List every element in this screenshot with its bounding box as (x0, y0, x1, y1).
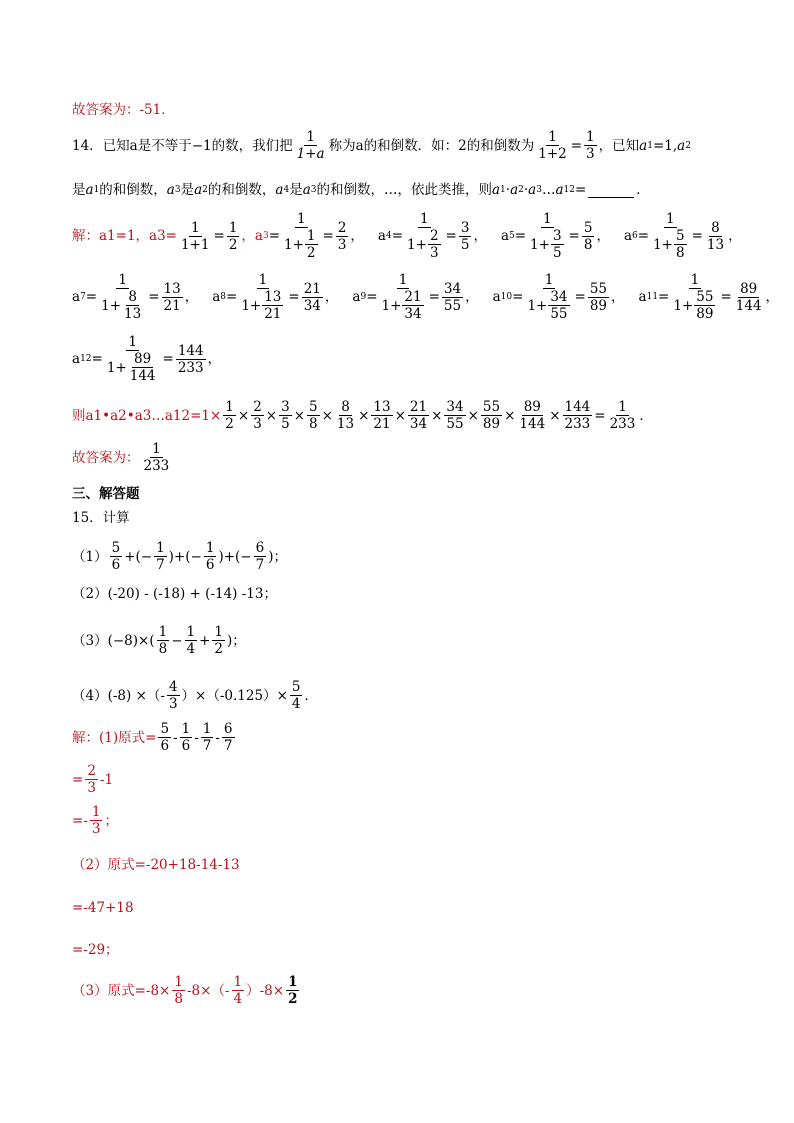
fraction: $\frac{1}{7}$ (156, 540, 165, 574)
fraction: $\frac{13}{21}$ (163, 280, 181, 314)
solution-15-line-6: =-29； (72, 942, 119, 958)
answer-13: 故答案为：-51． (72, 102, 175, 118)
fraction: $\frac{1}{4}$ (186, 624, 196, 658)
question-14-line-2: 是 a 1 的和倒数， a 3 是 a 2 的和倒数， a 4 是 a 3 的和倒数，…，依此类推，则 a 1 · a 2 · a 3 … a 12 = ． (72, 182, 650, 198)
solution-14-product: 则a1•a2•a3…a12=1× $\frac{1}{2}$ × $\frac{2}{3}$ × $\frac{3}{5}$ × $\frac{5}{8}$ × $\frac{8}{13}$ × $\frac{13}{21}$ × $\frac{21}{34}$ × $\frac{34}{55}$ × $\frac{55}{89}$ × $\frac{89}{144}$ × $\frac{144}{233}$ = $\frac{1}{233}$ ． (72, 399, 653, 433)
q14-text-2: 称为a的和倒数．如：2的和倒数为 (328, 137, 535, 154)
fraction: 1 1+ $\frac{55}{89}$ (673, 272, 714, 323)
line-tail: -1 (99, 771, 114, 788)
fraction: $\frac{1}{3}$ (586, 129, 595, 163)
fraction: $\frac{8}{13}$ (336, 399, 355, 433)
solution-label: 解：(1)原式= (72, 729, 157, 746)
fraction: $\frac{2}{3}$ (253, 399, 262, 433)
fraction: $\frac{1}{2}$ (225, 399, 234, 433)
question-15-part-4 (72, 680, 318, 711)
product-prefix: 则a1•a2•a3…a12=1× (72, 407, 222, 424)
solution-15-line-3 (72, 805, 118, 836)
fraction: 1 1+ $\frac{34}{55}$ (527, 272, 568, 323)
part-label: （1） (72, 548, 108, 565)
fraction: $\frac{5}{6}$ (160, 721, 170, 755)
fraction: 1 1+ $\frac{5}{8}$ (653, 211, 685, 262)
comma: ， (207, 351, 222, 368)
fraction: 1 1+ $\frac{89}{144}$ (106, 334, 156, 385)
fraction: $\frac{144}{233}$ (564, 399, 591, 433)
fraction: $\frac{3}{5}$ (281, 399, 290, 433)
solution-14-line-2: a 7 = 1 1+ $\frac{8}{13}$ = $\frac{13}{21}$ ， a 8 = 1 1+ $\frac{13}{21}$ = $\frac{21}{34}$ ， a 9 = 1 1+ $\frac{21}{34}$ = $\frac{34}{55}$ ， a 10 = 1 1+ $\frac{34}{55}$ = $\frac{55}{89}$ ， a 11 = 1 1+ $\frac{55}{89}$ = $\frac{89}{144}$ ， (72, 272, 780, 323)
fraction: $\frac{89}{144}$ (519, 399, 546, 433)
fraction: $\frac{1}{4}$ (233, 974, 243, 1008)
solution-14-line-3: a 12 = 1 1+ $\frac{89}{144}$ = $\frac{144}{233}$ ， (72, 334, 222, 385)
fraction: $\frac{1}{1+a}$ (296, 129, 325, 163)
solution-15-line-4: （2）原式=-20+18-14-13 (72, 857, 240, 873)
line-mid: -8×（- (186, 982, 230, 999)
fraction: $\frac{5}{4}$ (291, 679, 301, 713)
q14-text-5: 的和倒数， (99, 182, 167, 198)
q14-text-7: 的和倒数， (207, 182, 276, 198)
q14-text-3: ，已知 (598, 137, 640, 154)
question-15-part-1: （1） $\frac{5}{6}$ +(− $\frac{1}{7}$ )+(− $\frac{1}{6}$ )+(− $\frac{6}{7}$ ) ； (72, 540, 287, 574)
fraction: $\frac{89}{144}$ (735, 280, 762, 314)
answer-label: 故答案为： (72, 449, 140, 466)
fraction: $\frac{3}{5}$ (460, 219, 470, 253)
fraction: $\frac{1}{7}$ (202, 721, 212, 755)
fraction: 1 1+ $\frac{3}{5}$ (530, 211, 562, 262)
question-15-title: 15．计算 (72, 510, 130, 526)
solution-14-line-1: 解：a1=1，a3= $\frac{1}{1+1}$ = $\frac{1}{2}$ ， a 3 = 1 1+ $\frac{1}{2}$ = $\frac{2}{3}$ ， a 4 = 1 1+ $\frac{2}{3}$ = $\frac{3}{5}$ ， a 5 = 1 1+ $\frac{3}{5}$ = $\frac{5}{8}$ ， a 6 = 1 1+ $\frac{5}{8}$ = $\frac{8}{13}$ ， (72, 211, 742, 262)
line-label: =- (72, 812, 88, 829)
q14-text-8: 是 (289, 182, 303, 198)
solution-15-line-2: = $\frac{2}{3}$ -1 (72, 763, 114, 797)
fraction: 1 1+ $\frac{2}{3}$ (407, 211, 439, 262)
fraction: $\frac{2}{3}$ (87, 763, 96, 797)
q14-text-9: 的和倒数，…，依此类推，则 (316, 182, 492, 198)
solution-15-line-1: 解：(1)原式= $\frac{5}{6}$ - $\frac{1}{6}$ - $\frac{1}{7}$ - $\frac{6}{7}$ (72, 721, 233, 755)
fraction: $\frac{5}{8}$ (309, 399, 318, 433)
fraction: $\frac{13}{21}$ (373, 399, 391, 433)
fraction: $\frac{1}{2}$ (288, 974, 298, 1008)
fraction: $\frac{4}{3}$ (168, 679, 178, 713)
question-15-part-2: （2）(-20) - (-18) + (-14) -13； (72, 586, 277, 602)
solution-15-line-5: =-47+18 (72, 900, 134, 916)
fraction: $\frac{5}{8}$ (583, 219, 593, 253)
fraction: $\frac{1}{2}$ (214, 624, 224, 658)
fraction: $\frac{1}{8}$ (174, 974, 183, 1008)
line-end: ）-8× (246, 982, 285, 999)
fraction: $\frac{1}{2}$ (228, 219, 238, 253)
fraction: $\frac{21}{34}$ (409, 399, 428, 433)
part-mid: ）×（-0.125）× (181, 687, 288, 704)
section-heading: 三、解答题 (72, 486, 140, 502)
fraction: 1 1+ $\frac{8}{13}$ (101, 272, 142, 323)
answer-blank[interactable] (588, 183, 634, 198)
part-label: （4）(-8) ×（- (72, 687, 165, 704)
part-label: （3）(−8)×( (72, 632, 155, 649)
fraction: $\frac{1}{6}$ (205, 540, 215, 574)
fraction: $\frac{1}{233}$ (609, 399, 636, 433)
fraction: $\frac{34}{55}$ (446, 399, 464, 433)
q14-text-1: 已知a是不等于−1的数，我们把 (102, 137, 293, 154)
fraction: $\frac{34}{55}$ (443, 280, 462, 314)
fraction: $\frac{1}{8}$ (158, 624, 168, 658)
fraction: $\frac{1}{1+1}$ (181, 219, 210, 253)
fraction: 1 1+ $\frac{13}{21}$ (241, 272, 282, 323)
part-end: ； (273, 548, 287, 565)
fraction: 1 1+ $\frac{21}{34}$ (381, 272, 422, 323)
q14-text-6: 是 (180, 182, 195, 198)
fraction: 1 1+ $\frac{1}{2}$ (284, 211, 316, 262)
line-end: ； (104, 812, 118, 829)
solution-label: 解：a1=1，a3= (72, 228, 177, 245)
fraction: $\frac{55}{89}$ (589, 280, 608, 314)
question-15-part-3: （3）(−8)×( $\frac{1}{8}$ − $\frac{1}{4}$ + $\frac{1}{2}$ )； (72, 624, 246, 658)
fraction: $\frac{5}{6}$ (111, 540, 121, 574)
solution-15-line-7 (72, 975, 301, 1006)
answer-14 (72, 442, 173, 473)
fraction: $\frac{6}{7}$ (223, 721, 233, 755)
question-14-line-1: 14． 已知a是不等于−1的数，我们把 $\frac{1}{1+a}$ 称为a的和倒数．如：2的和倒数为 $\frac{1}{1+2}$ = $\frac{1}{3}$ ，已知 a 1 =1, a 2 (72, 129, 691, 163)
fraction: $\frac{8}{13}$ (706, 219, 725, 253)
part-end: )； (227, 632, 246, 649)
fraction: $\frac{1}{1+2}$ (538, 129, 567, 163)
q14-text-4: 是 (72, 182, 86, 198)
fraction: $\frac{2}{3}$ (337, 219, 347, 253)
fraction: $\frac{1}{3}$ (91, 804, 101, 838)
fraction: $\frac{21}{34}$ (303, 280, 321, 314)
fraction: $\frac{55}{89}$ (482, 399, 501, 433)
fraction: $\frac{6}{7}$ (255, 540, 265, 574)
part-end: ． (304, 687, 318, 704)
fraction: $\frac{144}{233}$ (177, 342, 204, 376)
q14-number: 14． (72, 137, 103, 154)
q14-end: ． (636, 182, 650, 198)
fraction: $\frac{1}{6}$ (181, 721, 191, 755)
fraction: $\frac{1}{233}$ (143, 441, 170, 475)
line-label: （3）原式=-8× (72, 982, 171, 999)
